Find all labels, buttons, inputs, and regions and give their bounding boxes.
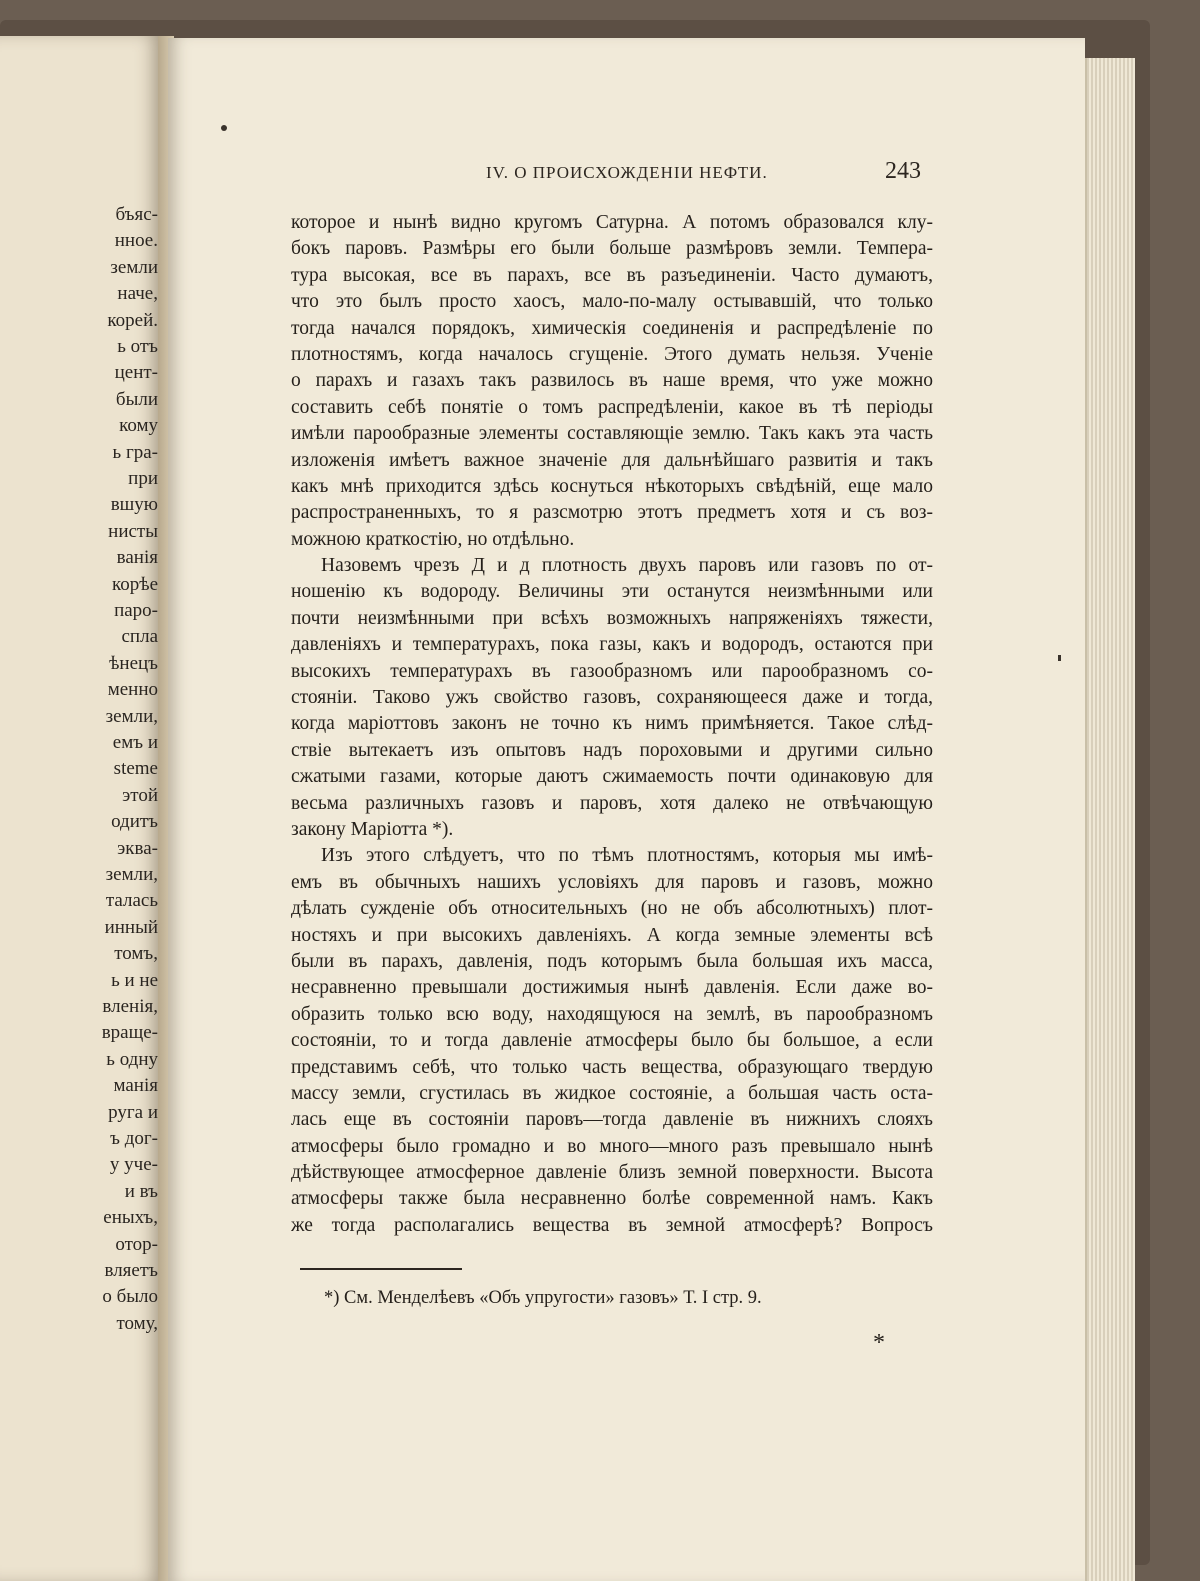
- page-number: 243: [885, 158, 921, 184]
- body-line: плотностямъ, когда началось сгущеніе. Этого думать нельзя. Ученіе: [291, 343, 933, 365]
- left-page-line: вляетъ: [104, 1260, 158, 1281]
- body-line: емъ въ обычныхъ нашихъ условіяхъ для паровъ и газовъ, можно: [291, 871, 933, 893]
- body-line: несравненно превышали достижимыя нынѣ давленія. Если даже во-: [291, 977, 933, 999]
- body-line: сжатыми газами, которые даютъ сжимаемость почти одинаковую для: [291, 766, 933, 788]
- body-line: составить себѣ понятіе о томъ распредѣленіи, какое въ тѣ періоды: [291, 396, 933, 418]
- left-page-line: цент-: [114, 362, 158, 384]
- body-line: почти неизмѣнными при всѣхъ возможныхъ напряженіяхъ тяжести,: [291, 607, 933, 629]
- left-page-line: ванія: [116, 547, 158, 569]
- left-page-line: менно: [107, 679, 158, 701]
- body-line: дѣйствующее атмосферное давленіе близъ земной поверхности. Высота: [291, 1162, 933, 1184]
- body-line: атмосферы также была несравненно болѣе современной намъ. Какъ: [291, 1188, 933, 1210]
- ink-dot-mark: [221, 125, 227, 131]
- body-line: можною краткостію, но отдѣльно.: [291, 528, 575, 550]
- left-page-line: нное.: [114, 230, 158, 252]
- left-page-line: руга и: [108, 1101, 158, 1123]
- body-line: высокихъ температурахъ въ газообразномъ или парообразномъ со-: [291, 660, 933, 682]
- body-line: о парахъ и газахъ такъ развилось въ наше время, что уже можно: [291, 370, 933, 392]
- body-line: тогда начался порядокъ, химическія соединенія и распредѣленіе по: [291, 317, 933, 339]
- left-page-line: емъ и: [112, 732, 158, 753]
- body-line: представимъ себѣ, что только часть вещества, образующаго твердую: [291, 1056, 933, 1078]
- body-line: же тогда располагались вещества въ земной атмосферѣ? Вопросъ: [291, 1214, 933, 1236]
- left-page-line: корей.: [107, 309, 158, 331]
- body-line: ствіе вытекаетъ изъ опытовъ надъ пороховыми и другими сильно: [291, 739, 933, 761]
- left-page-line: манія: [113, 1075, 158, 1097]
- body-line: изложенія имѣетъ важное значеніе для дальнѣйшаго развитія и такъ: [291, 449, 933, 471]
- body-line: что это былъ просто хаосъ, мало-по-малу остывавшій, что только: [291, 291, 933, 313]
- body-line: закону Маріотта *).: [291, 818, 454, 840]
- left-page-line: steme: [113, 758, 158, 780]
- left-page-line: были: [115, 388, 158, 410]
- left-page-line: бъяс-: [115, 204, 158, 225]
- left-page-line: тому,: [116, 1312, 158, 1334]
- margin-mark: [1058, 655, 1061, 661]
- left-page-line: вшую: [110, 494, 158, 516]
- left-page-line: эква-: [117, 837, 158, 859]
- left-page-line: одитъ: [111, 811, 158, 833]
- left-page-line: спла: [121, 626, 158, 648]
- footnote-rule: [300, 1268, 462, 1270]
- left-page-line: и въ: [124, 1180, 158, 1202]
- left-page-line: корѣе: [111, 573, 158, 595]
- body-line: были въ парахъ, давленія, подъ которымъ была большая ихъ масса,: [291, 950, 933, 972]
- body-line: весьма различныхъ газовъ и паровъ, хотя далеко не отвѣчающую: [291, 792, 933, 814]
- left-page-line: еныхъ,: [103, 1207, 158, 1229]
- left-page-line: отор-: [115, 1233, 158, 1255]
- page-edges: [1085, 58, 1135, 1581]
- body-line: дѣлать сужденіе объ относительныхъ (но не объ абсолютныхъ) плот-: [291, 898, 933, 920]
- left-page-line: этой: [122, 784, 158, 806]
- footnote: *) См. Менделѣевъ «Объ упругости» газовъ» Т. I стр. 9.: [324, 1288, 762, 1308]
- body-line: Назовемъ чрезъ Д и д плотность двухъ паровъ или газовъ по от-: [321, 555, 933, 577]
- body-line: состояніи, то и тогда давленіе атмосферы было бы большое, а если: [291, 1030, 933, 1052]
- left-page-line: у уче-: [109, 1154, 158, 1176]
- left-page-line: ь и не: [111, 969, 158, 991]
- left-page-line: ѣнецъ: [109, 652, 158, 674]
- left-page-line: земли,: [105, 864, 158, 885]
- left-page: [0, 36, 162, 1581]
- left-page-line: ъ дог-: [110, 1128, 158, 1149]
- body-line: давленіяхъ и температурахъ, пока газы, какъ и водородъ, остаются при: [291, 634, 933, 656]
- left-page-line: о было: [102, 1286, 158, 1308]
- body-line: лась еще въ состояніи паровъ—тогда давленіе въ нижнихъ слояхъ: [291, 1109, 933, 1131]
- left-page-line: ь гра-: [112, 441, 158, 463]
- left-page-line: нисты: [108, 520, 158, 542]
- body-line: Изъ этого слѣдуетъ, что по тѣмъ плотностямъ, которыя мы имѣ-: [321, 845, 933, 867]
- body-line: ношенію къ водороду. Величины эти останутся неизмѣнными или: [291, 581, 933, 603]
- left-page-line: ь отъ: [117, 336, 158, 357]
- body-line: образить только всю воду, находящуюся на землѣ, въ парообразномъ: [291, 1003, 933, 1025]
- body-line: массу земли, сгустилась въ жидкое состояніе, а большая часть оста-: [291, 1082, 933, 1104]
- body-text: [291, 210, 933, 1239]
- left-page-line: наче,: [117, 283, 158, 305]
- left-page-line: при: [128, 468, 158, 489]
- body-line: ностяхъ и при высокихъ давленіяхъ. А когда земные элементы всѣ: [291, 924, 933, 946]
- left-page-line: талась: [105, 890, 158, 912]
- body-line: стояніи. Таково ужъ свойство газовъ, сохраняющееся даже и тогда,: [291, 687, 933, 709]
- left-page-line: инный: [104, 916, 158, 938]
- signature-mark: *: [873, 1330, 885, 1356]
- body-line: когда маріоттовъ законъ не точно къ нимъ примѣняется. Такое слѣд-: [291, 713, 933, 735]
- left-page-line: враще-: [101, 1022, 158, 1044]
- body-line: тура высокая, все въ парахъ, все въ разъединеніи. Часто думаютъ,: [291, 264, 933, 286]
- body-line: атмосферы было громадно и во много—много разъ превышало нынѣ: [291, 1135, 933, 1157]
- left-page-line: земли: [110, 256, 158, 278]
- left-page-line: паро-: [114, 600, 158, 621]
- left-page-line: кому: [119, 415, 158, 437]
- left-page-line: земли,: [105, 705, 158, 727]
- body-line: распространенныхъ, то я разсмотрю этотъ предметъ хотя и съ воз-: [291, 502, 933, 524]
- body-line: бокъ паровъ. Размѣры его были больше размѣровъ земли. Темпера-: [291, 238, 933, 260]
- body-line: какъ мнѣ приходится здѣсь коснуться нѣкоторыхъ свѣдѣній, еще мало: [291, 475, 933, 497]
- left-page-line: томъ,: [114, 943, 158, 965]
- left-page-line: ь одну: [106, 1048, 158, 1070]
- body-line: которое и нынѣ видно кругомъ Сатурна. А потомъ образовался клу-: [291, 212, 933, 233]
- body-line: имѣли парообразные элементы составляющіе землю. Такъ какъ эта часть: [291, 423, 933, 445]
- running-head: IV. О ПРОИСХОЖДЕНІИ НЕФТИ.: [486, 163, 768, 182]
- left-page-line: вленія,: [102, 996, 158, 1017]
